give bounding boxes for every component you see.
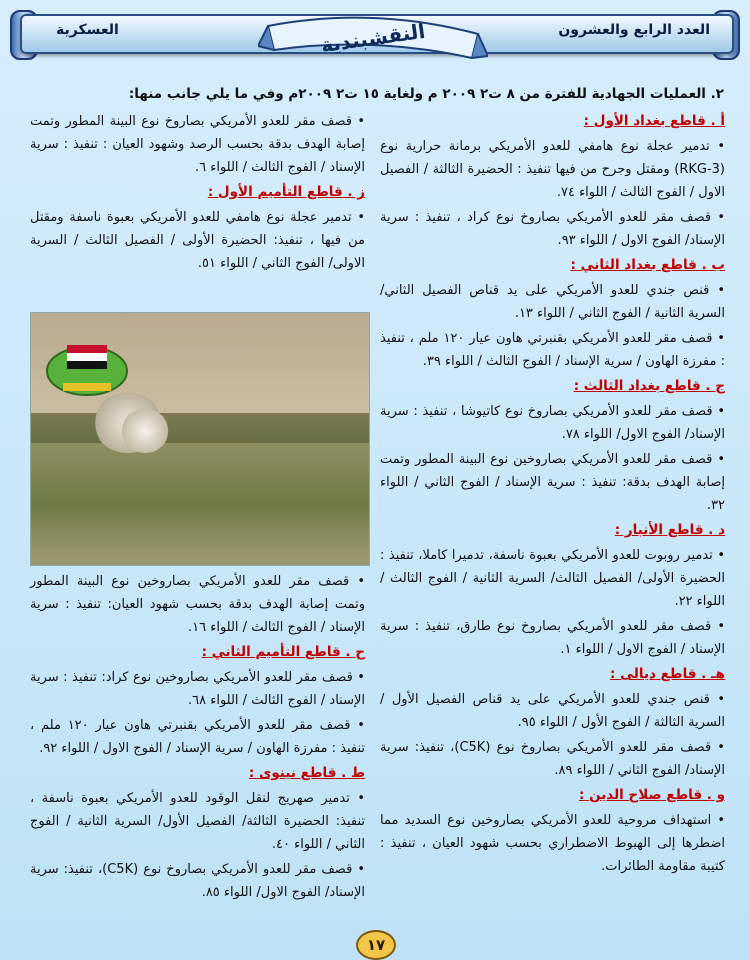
intro-line: ٢. العمليات الجهادية للفترة من ٨ ت٢ ٢٠٠٩ م ولغاية ١٥ ت٢ ٢٠٠٩م وفي ما يلي جانب منها: — [128, 86, 724, 102]
operation-item: • قصف مقر للعدو الأمريكي بصاروخ نوع البينة المطور وتمت إصابة الهدف بدقة بحسب الرصد وشهود العيان : تنفيذ : سرية الإسناد / الفوج الثالث / اللواء ٦. — [30, 110, 365, 179]
operation-item: • قصف مقر للعدو الأمريكي بقنبرتي هاون عيار ١٢٠ ملم ، تنفيذ : مفرزة الهاون / سرية الإسناد / الفوج الثالث / اللواء ٣٩. — [380, 327, 725, 373]
operation-item: • تدمير عجلة نوع هامفي للعدو الأمريكي برمانة حرارية نوع (RKG-3) ومقتل وجرح من فيها تنفيذ : الحضيرة الثالثة / الفصيل الاول / الفوج الثالث / اللواء ٧٤. — [380, 135, 725, 204]
flag-emblem-icon — [43, 331, 131, 401]
operation-item: • قصف مقر للعدو الأمريكي بقنبرتي هاون عيار ١٢٠ ملم ، تنفيذ : مفرزة الهاون / سرية الإسناد / الفوج الاول / اللواء ٩٢. — [30, 714, 365, 760]
page-number: ١٧ — [356, 930, 396, 960]
operation-item: • تدمير عجلة نوع هامفي للعدو الأمريكي بعبوة ناسفة ومقتل من فيها ، تنفيذ: الحضيرة الأولى / الفصيل الثالث / السرية الاولى/ الفوج الثاني / اللواء ٥١. — [30, 206, 365, 275]
section-heading: ط . قاطع نينوى : — [248, 765, 365, 781]
section-heading: هـ . قاطع ديالى : — [610, 666, 725, 682]
header-section-name: العسكرية — [56, 22, 119, 38]
section-heading: ب . قاطع بغداد الثاني : — [570, 257, 725, 273]
left-column-top — [30, 110, 365, 277]
operation-item: • تدمير صهريج لنقل الوقود للعدو الأمريكي بعبوة ناسفة ، تنفيذ: الحضيرة الثالثة/ الفصيل الأول/ السرية الثانية / الفوج الثاني / اللواء ٤٠. — [30, 787, 365, 856]
operation-item: • قصف مقر للعدو الأمريكي بصاروخ نوع (C5K)، تنفيذ: سرية الإسناد/ الفوج الاول/ اللواء ٨٥. — [30, 858, 365, 904]
operation-item: • تدمير روبوت للعدو الأمريكي بعبوة ناسفة، تدميرا كاملا، تنفيذ : الحضيرة الأولى/ الفصيل الثالث/ السرية الثانية / الفوج الثالث / اللواء ٢٢. — [380, 544, 725, 613]
emblem-title: النقشبندية — [319, 18, 427, 58]
section-heading: ز . قاطع التأميم الأول : — [207, 184, 365, 200]
operation-item: • قصف مقر للعدو الأمريكي بصاروخ نوع طارق، تنفيذ : سرية الإسناد / الفوج الاول / اللواء ١. — [380, 615, 725, 661]
photo-explosion-smoke-inner — [121, 409, 169, 453]
section-heading: أ . قاطع بغداد الأول : — [583, 113, 725, 129]
operation-item: • استهداف مروحية للعدو الأمريكي بصاروخين نوع السديد مما اضطرها إلى الهبوط الاضطراري بحسب شهود العيان ، تنفيذ : كتيبة مقاومة الطائرات. — [380, 809, 725, 878]
operation-item: • قصف مقر للعدو الأمريكي بصاروخ نوع كراد ، تنفيذ : سرية الإسناد/ الفوج الاول / اللواء ٩٣. — [380, 206, 725, 252]
header-issue-number: العدد الرابع والعشرون — [558, 22, 710, 38]
section-heading: ح . قاطع التأميم الثاني : — [201, 644, 365, 660]
operation-item: • قنص جندي للعدو الأمريكي على يد قناص الفصيل الثاني/ السرية الثانية / الفوج الثاني / اللواء ١٣. — [380, 279, 725, 325]
left-column-bottom — [30, 570, 365, 906]
operation-item: • قصف مقر للعدو الأمريكي بصاروخين نوع البينة المطور وتمت إصابة الهدف بدقة: تنفيذ : سرية الإسناد / الفوج الثاني / اللواء ٣٢. — [380, 448, 725, 517]
section-heading: د . قاطع الأنبار : — [614, 522, 725, 538]
battle-photo — [30, 312, 370, 566]
operation-item: • قصف مقر للعدو الأمريكي بصاروخين نوع البينة المطور وتمت إصابة الهدف بدقة بحسب شهود العيان: تنفيذ : سرية الإسناد / الفوج الثالث / اللواء ١٦. — [30, 570, 365, 639]
section-heading: و . قاطع صلاح الدين : — [578, 787, 725, 803]
operation-item: • قصف مقر للعدو الأمريكي بصاروخ نوع كاتيوشا ، تنفيذ : سرية الإسناد/ الفوج الاول/ اللواء ٧٨. — [380, 400, 725, 446]
photo-field — [31, 443, 369, 565]
section-heading: ج . قاطع بغداد الثالث : — [573, 378, 725, 394]
operation-item: • قصف مقر للعدو الأمريكي بصاروخين نوع كراد: تنفيذ : سرية الإسناد / الفوج الثالث / اللواء ٦٨. — [30, 666, 365, 712]
operation-item: • قصف مقر للعدو الأمريكي بصاروخ نوع (C5K)، تنفيذ: سرية الإسناد/ الفوج الثاني / اللواء ٨٩. — [380, 736, 725, 782]
right-column — [380, 110, 725, 880]
operation-item: • قنص جندي للعدو الأمريكي على يد قناص الفصيل الأول / السرية الثالثة / الفوج الأول / اللواء ٩٥. — [380, 688, 725, 734]
emblem-banner — [258, 6, 488, 70]
